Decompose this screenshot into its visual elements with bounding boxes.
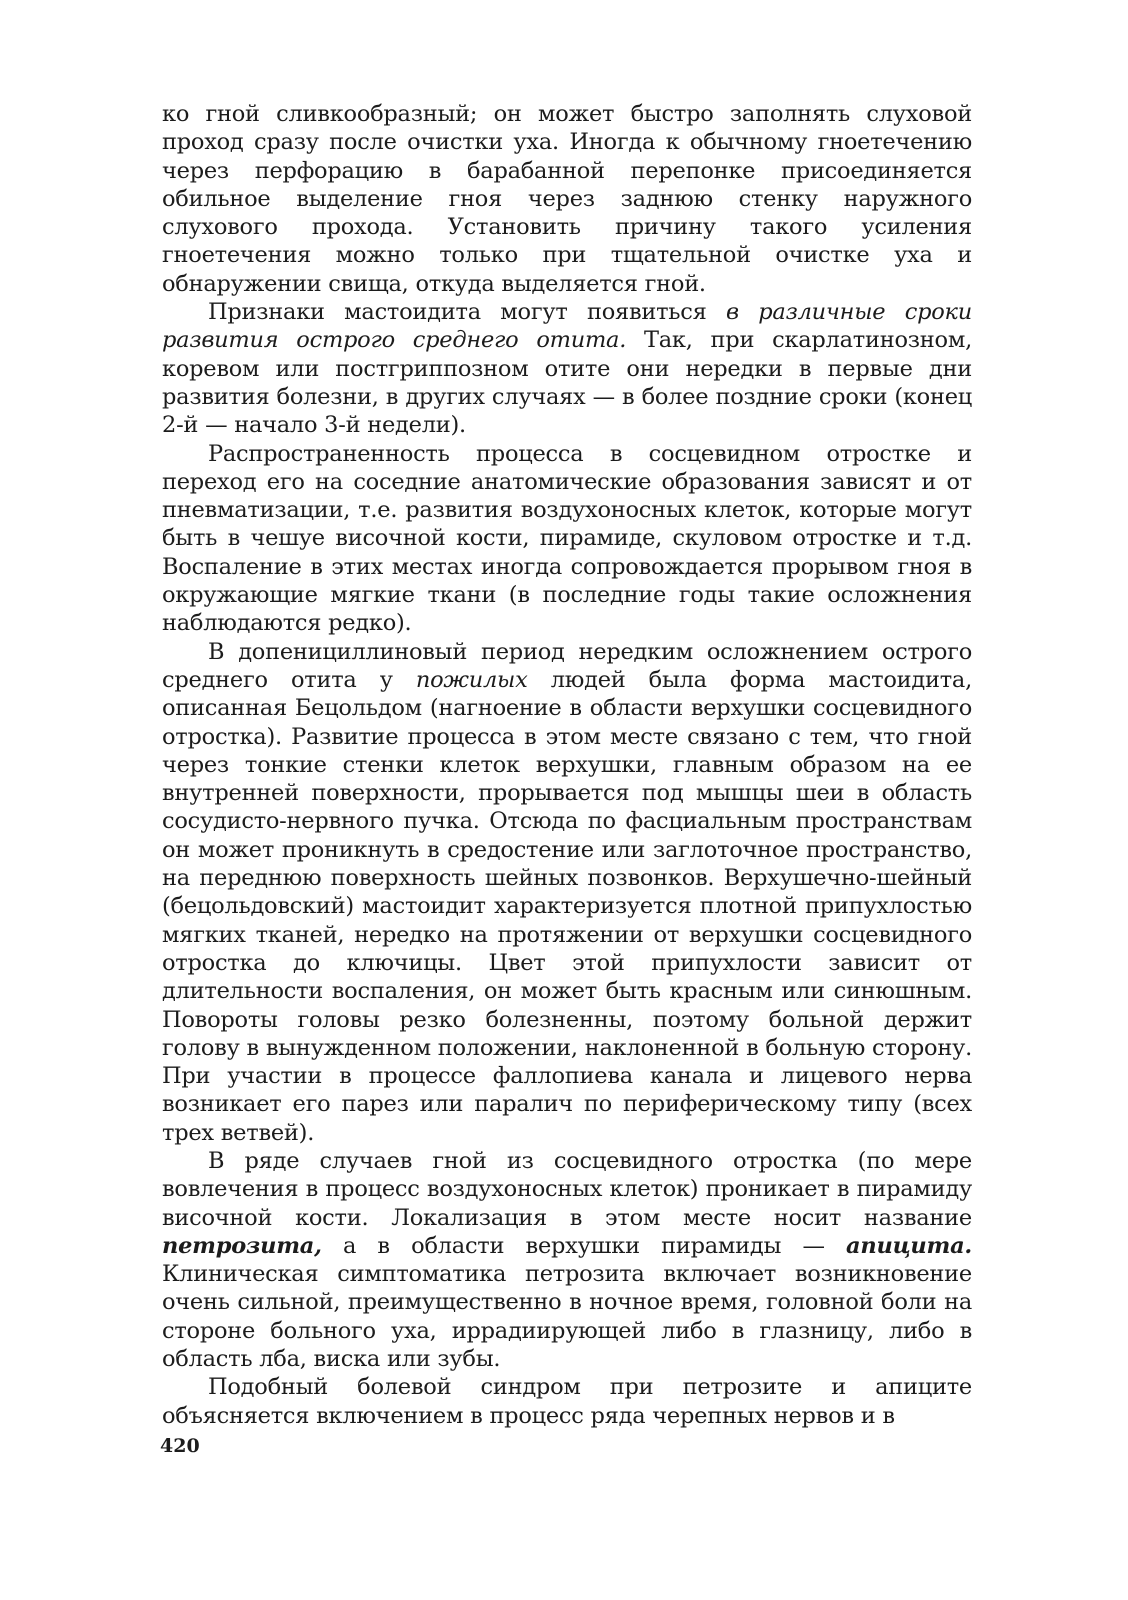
- paragraph-petrositis: [162, 1147, 972, 1373]
- page-body: [162, 100, 972, 1430]
- page-number: 420: [160, 1435, 200, 1457]
- paragraph-mastoiditis-signs: [162, 298, 972, 439]
- italic-emphasis: пожилых: [415, 666, 528, 693]
- paragraph-text: Клиническая симптоматика петрозита включает возникновение очень сильной, преимущественно в ночное время, головной боли на стороне больного уха, иррадиирующей либо в глазницу, либо в область лба, виска или зубы.: [162, 1261, 972, 1373]
- paragraph-text: а в области верхушки пирамиды —: [321, 1232, 847, 1259]
- paragraph-pain-syndrome: Подобный болевой синдром при петрозите и апиците объясняется включением в процесс ряда черепных нервов и в: [162, 1374, 972, 1429]
- term-petrositis: петрозита,: [162, 1232, 322, 1259]
- paragraph-process-spread: Распространенность процесса в сосцевидном отростке и переход его на соседние анатомические образования зависят и от пневматизации, т.е. развития воздухоносных клеток, которые могут быть в чешуе височной кости, пирамиде, скуловом отростке и т.д. Воспаление в этих местах иногда сопровождается прорывом гноя в окружающие мягкие ткани (в последние годы такие осложнения наблюдаются редко).: [162, 440, 972, 637]
- paragraph-continued: ко гной сливкообразный; он может быстро заполнять слуховой проход сразу после очистки уха. Иногда к обычному гноетечению через перфорацию в барабанной перепонке присоединяется обильное выделение гноя через заднюю стенку наружного слухового прохода. Установить причину такого усиления гноетечения можно только при тщательной очистке уха и обнаружении свища, откуда выделяется гной.: [162, 101, 972, 297]
- paragraph-bezold-mastoiditis: [162, 638, 972, 1147]
- italic-emphasis: в различные сроки развития острого среднего отита.: [162, 299, 972, 354]
- term-apicitis: апицита.: [846, 1232, 972, 1259]
- paragraph-text: В ряде случаев гной из сосцевидного отростка (по мере вовлечения в процесс воздухоносных клеток) проникает в пирамиду височной кости. Локализация в этом месте носит название: [162, 1147, 972, 1231]
- paragraph-text: В допенициллиновый период нередким осложнением острого среднего отита у: [162, 638, 972, 693]
- paragraph-text: Признаки мастоидита могут появиться: [208, 299, 726, 326]
- paragraph-text: Так, при скарлатинозном, коревом или постгриппозном отите они нередки в первые дни развития болезни, в других случаях — в более поздние сроки (конец 2-й — начало 3-й недели).: [162, 327, 972, 439]
- paragraph-text: людей была форма мастоидита, описанная Бецольдом (нагноение в области верхушки сосцевидного отростка). Развитие процесса в этом месте связано с тем, что гной через тонкие стенки клеток верхушки, главным образом на ее внутренней поверхности, прорывается под мышцы шеи в область сосудисто-нервного пучка. Отсюда по фасциальным пространствам он может проникнуть в средостение или заглоточное пространство, на переднюю поверхность шейных позвонков. Верхушечно-шейный (бецольдовский) мастоидит характеризуется плотной припухлостью мягких тканей, нередко на протяжении от верхушки сосцевидного отростка до ключицы. Цвет этой припухлости зависит от длительности воспаления, он может быть красным или синюшным. Повороты головы резко болезненны, поэтому больной держит голову в вынужденном положении, наклоненной в больную сторону. При участии в процессе фаллопиева канала и лицевого нерва возникает его парез или паралич по периферическому типу (всех трех ветвей).: [162, 666, 972, 1146]
